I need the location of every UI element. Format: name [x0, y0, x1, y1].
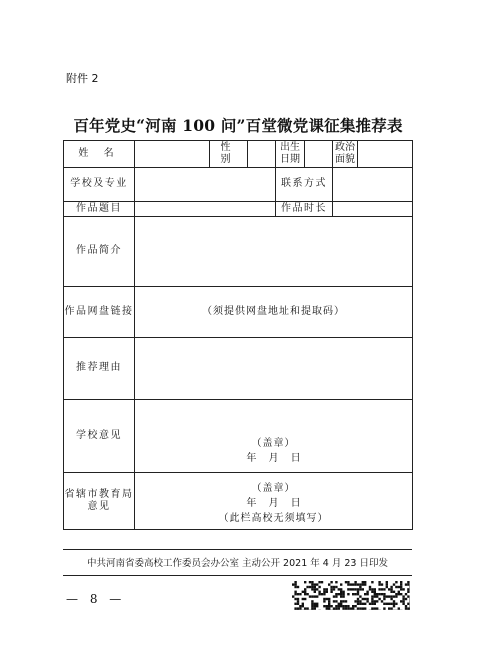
footer-top-rule [63, 549, 412, 550]
edu-seal-text: （盖章） [251, 483, 296, 494]
edu-label-line2: 意见 [87, 501, 111, 512]
edu-date-text: 年 月 日 [246, 498, 301, 509]
contact-field[interactable] [333, 168, 413, 202]
political-status-field[interactable] [358, 141, 413, 168]
school-seal-text: （盖章） [251, 438, 296, 449]
birth-label-line1: 出生 [280, 141, 300, 153]
gender-label: 性 别 [210, 141, 248, 168]
birth-label-line2: 日期 [280, 154, 300, 165]
edu-opinion-label [64, 473, 135, 530]
work-duration-label: 作品时长 [276, 202, 333, 217]
intro-label: 作品简介 [64, 217, 135, 287]
link-label: 作品网盘链接 [64, 287, 135, 338]
page-number: — 8 — [66, 592, 126, 606]
gender-field[interactable] [248, 141, 276, 168]
name-label: 姓 名 [64, 141, 135, 168]
qr-code-icon [292, 581, 410, 610]
form-title: 百年党史“河南 100 问”百堂微党课征集推荐表 [73, 116, 403, 135]
recommendation-form-table [63, 140, 413, 530]
intro-field[interactable] [135, 217, 413, 287]
school-opinion-label: 学校意见 [64, 400, 135, 473]
birth-date-field[interactable] [305, 141, 333, 168]
work-title-field[interactable] [135, 202, 276, 217]
attachment-label: 附件 2 [66, 72, 99, 85]
political-label-line1: 政治 [335, 141, 355, 153]
reason-label: 推荐理由 [64, 338, 135, 400]
footer-bottom-rule [63, 575, 412, 576]
birth-date-label [276, 141, 305, 168]
edu-note-text: （此栏高校无须填写） [218, 513, 329, 524]
link-hint[interactable]: （须提供网盘地址和提取码） [135, 287, 413, 338]
work-title-label: 作品题目 [64, 202, 135, 217]
reason-field[interactable] [135, 338, 413, 400]
issuer-text: 中共河南省委高校工作委员会办公室 主动公开 2021 年 4 月 23 日印发 [87, 558, 388, 569]
edu-label-line1: 省辖市教育局 [64, 488, 134, 500]
contact-label: 联系方式 [276, 168, 333, 202]
edu-opinion-field[interactable] [135, 473, 413, 530]
school-opinion-field[interactable] [135, 400, 413, 473]
political-status-label [333, 141, 358, 168]
school-major-field[interactable] [135, 168, 276, 202]
school-date-text: 年 月 日 [246, 453, 301, 464]
political-label-line2: 面貌 [335, 154, 355, 165]
school-major-label: 学校及专业 [64, 168, 135, 202]
work-duration-field[interactable] [333, 202, 413, 217]
name-field[interactable] [135, 141, 210, 168]
